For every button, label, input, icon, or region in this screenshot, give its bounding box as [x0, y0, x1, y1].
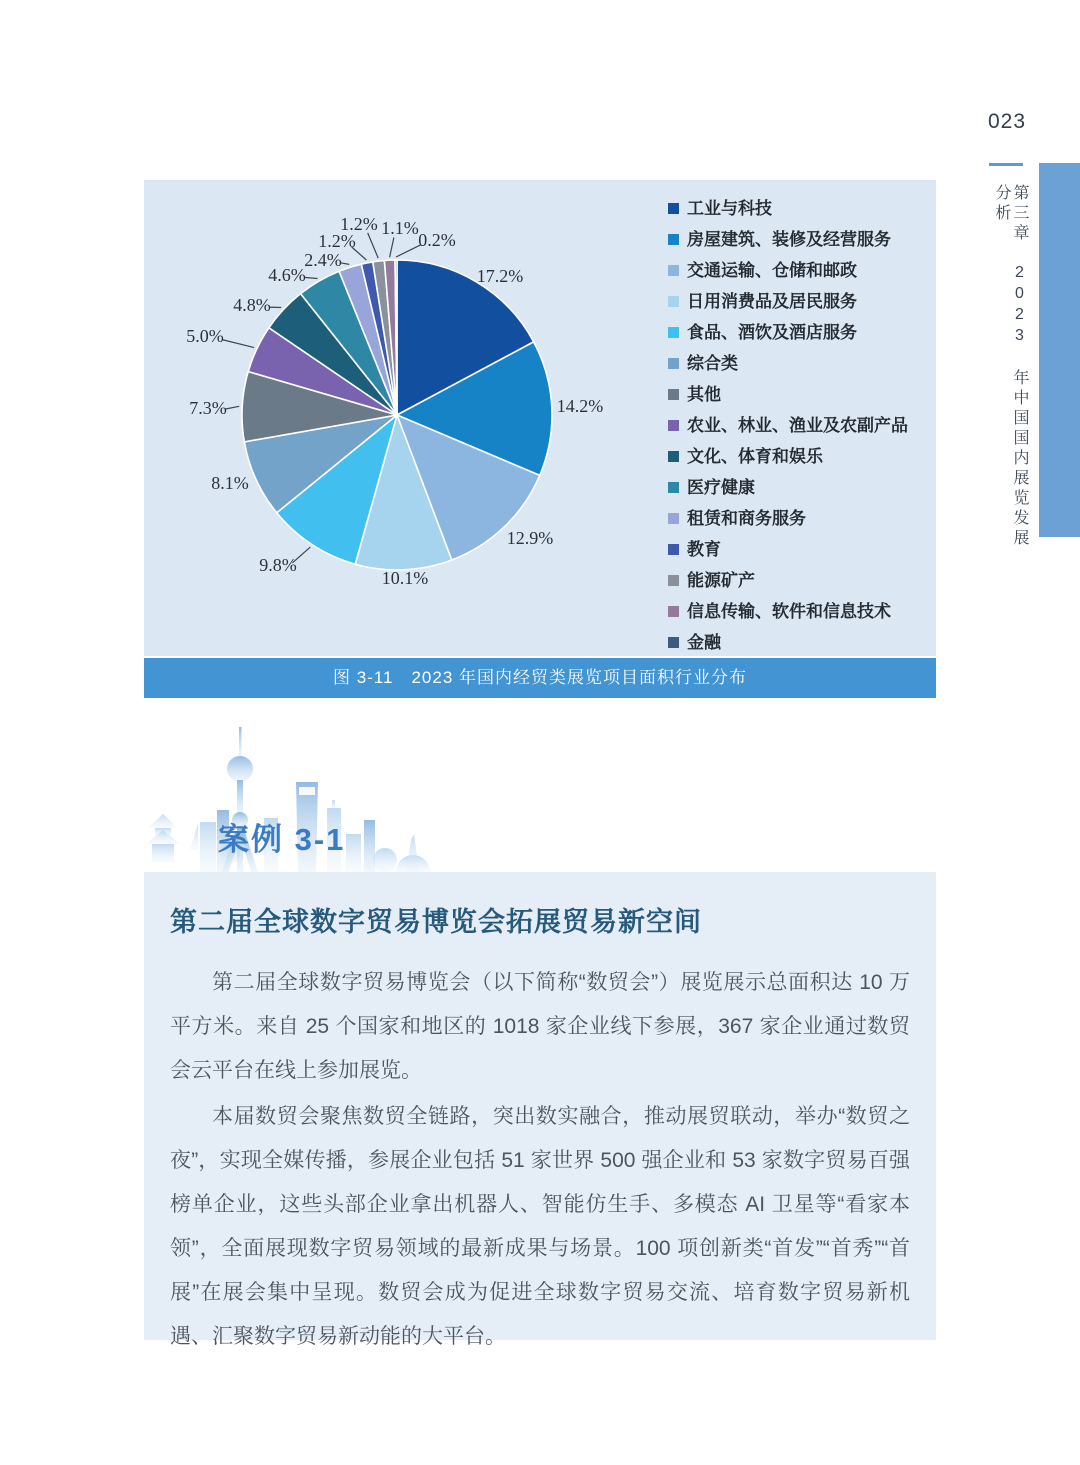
figure-caption: 图 3-11 2023 年国内经贸类展览项目面积行业分布: [144, 658, 936, 698]
legend-swatch: [668, 265, 679, 276]
legend-label: 其他: [687, 385, 721, 404]
pie-value-label: 2.4%: [304, 250, 342, 271]
legend-label: 食品、酒饮及酒店服务: [687, 323, 857, 342]
legend-item: [668, 479, 908, 496]
legend-swatch: [668, 420, 679, 431]
legend-label: 农业、林业、渔业及农副产品: [687, 416, 908, 435]
legend-item: [668, 634, 908, 651]
case-paragraph-1: 第二届全球数字贸易博览会（以下简称“数贸会”）展览展示总面积达 10 万平方米。来自 25 个国家和地区的 1018 家企业线下参展，367 家企业通过数贸会云平台在线上参加展览。: [170, 971, 910, 1082]
case-paragraph-2: 本届数贸会聚焦数贸全链路，突出数实融合，推动展贸联动，举办“数贸之夜”，实现全媒传播，参展企业包括 51 家世界 500 强企业和 53 家数字贸易百强榜单企业，这些头部企业拿出机器人、智能仿生手、多模态 AI 卫星等“看家本领”，全面展现数字贸易领域的最新成果与场景。100 项创新类“首发”“首秀”“首展”在展会集中呈现。数贸会成为促进全球数字贸易交流、培育数字贸易新机遇、汇聚数字贸易新动能的大平台。: [170, 1105, 910, 1348]
label-leader-line: [368, 233, 379, 258]
case-badge-label: 案例 3-1: [218, 822, 346, 857]
legend-swatch: [668, 451, 679, 462]
legend-label: 房屋建筑、装修及经营服务: [687, 230, 891, 249]
case-badge: [140, 722, 440, 872]
label-leader-line: [396, 245, 421, 257]
legend-label: 医疗健康: [687, 478, 755, 497]
legend-label: 教育: [687, 540, 721, 559]
label-leader-line: [222, 340, 254, 348]
legend-label: 日用消费品及居民服务: [687, 292, 857, 311]
chart-legend: [668, 200, 908, 665]
legend-swatch: [668, 389, 679, 400]
figure-panel: [144, 180, 936, 656]
legend-swatch: [668, 606, 679, 617]
legend-label: 交通运输、仓储和邮政: [687, 261, 857, 280]
pagoda-icon: [146, 814, 180, 862]
legend-item: [668, 386, 908, 403]
pie-value-label: 14.2%: [556, 396, 604, 417]
pie-value-label: 10.1%: [381, 568, 429, 589]
legend-item: [668, 324, 908, 341]
legend-label: 租赁和商务服务: [687, 509, 806, 528]
sail-icon: [190, 824, 198, 850]
pie-value-label: 1.2%: [340, 214, 378, 235]
pie-value-label: 5.0%: [186, 326, 224, 347]
case-title: 第二届全球数字贸易博览会拓展贸易新空间: [170, 907, 702, 937]
legend-label: 信息传输、软件和信息技术: [687, 602, 891, 621]
legend-swatch: [668, 358, 679, 369]
buildings-right: [346, 820, 430, 872]
legend-swatch: [668, 234, 679, 245]
legend-swatch: [668, 482, 679, 493]
legend-label: 金融: [687, 633, 721, 652]
page-number: 023: [988, 110, 1027, 133]
legend-item: [668, 293, 908, 310]
legend-label: 综合类: [687, 354, 738, 373]
legend-item: [668, 231, 908, 248]
case-study-panel: [144, 872, 936, 1348]
pie-value-label: 17.2%: [476, 266, 524, 287]
legend-item: [668, 417, 908, 434]
legend-swatch: [668, 544, 679, 555]
pie-value-label: 4.8%: [233, 295, 271, 316]
legend-swatch: [668, 296, 679, 307]
pie-value-label: 1.2%: [318, 231, 356, 252]
legend-item: [668, 355, 908, 372]
legend-item: [668, 448, 908, 465]
pie-value-label: 12.9%: [506, 528, 554, 549]
legend-label: 能源矿产: [687, 571, 755, 590]
legend-swatch: [668, 513, 679, 524]
chapter-title-vertical: 第三章 2023 年中国国内展览发展分析: [993, 184, 1028, 549]
label-leader-line: [225, 406, 239, 409]
legend-item: [668, 541, 908, 558]
chapter-accent-bar: [1039, 163, 1080, 537]
label-leader-line: [390, 238, 394, 258]
legend-swatch: [668, 637, 679, 648]
pie-value-label: 4.6%: [268, 265, 306, 286]
legend-item: [668, 603, 908, 620]
legend-item: [668, 262, 908, 279]
legend-label: 工业与科技: [687, 199, 772, 218]
pie-value-label: 7.3%: [189, 398, 227, 419]
legend-item: [668, 510, 908, 527]
folio-divider: [989, 163, 1023, 166]
legend-label: 文化、体育和娱乐: [687, 447, 823, 466]
pie-value-label: 0.2%: [418, 230, 456, 251]
legend-item: [668, 200, 908, 217]
label-leader-line: [304, 277, 318, 278]
legend-item: [668, 572, 908, 589]
pie-value-label: 1.1%: [381, 218, 419, 239]
legend-swatch: [668, 327, 679, 338]
pie-value-label: 9.8%: [259, 555, 297, 576]
legend-swatch: [668, 575, 679, 586]
pie-value-label: 8.1%: [211, 473, 249, 494]
legend-swatch: [668, 203, 679, 214]
